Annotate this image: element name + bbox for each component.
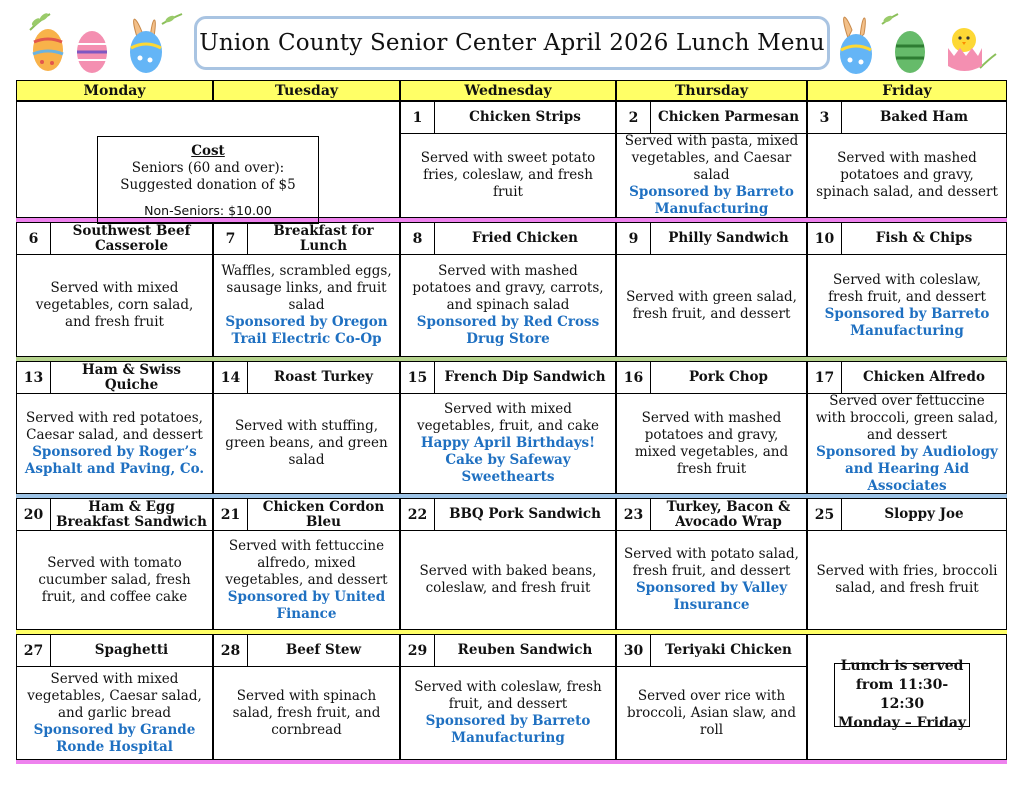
dish-sides: Served with green salad, fresh fruit, and dessert xyxy=(626,288,797,322)
dish-sides: Served with mashed potatoes and gravy, spinach salad, and dessert xyxy=(816,150,998,200)
day-cell xyxy=(807,101,1007,218)
lunch-menu-calendar xyxy=(16,80,1007,764)
lunch-hours-line1: Lunch is served xyxy=(840,658,964,674)
day-header-thursday: Thursday xyxy=(616,80,807,101)
dish-description xyxy=(808,531,1006,629)
dish-sides: Served over rice with broccoli, Asian slaw, and roll xyxy=(627,687,796,738)
week-divider-band xyxy=(16,760,1007,764)
dish-name: Teriyaki Chicken xyxy=(651,635,806,667)
dish-sides: Waffles, scrambled eggs, sausage links, and fruit salad xyxy=(221,263,392,313)
day-number: 29 xyxy=(401,635,435,667)
sponsor-note: Sponsored by Audiology and Hearing Aid Associates xyxy=(816,443,998,494)
day-header-friday: Friday xyxy=(807,80,1007,101)
sponsor-note: Sponsored by Oregon Trail Electric Co-Op xyxy=(225,314,388,347)
dish-name: Chicken Parmesan xyxy=(651,102,806,134)
dish-name: Baked Ham xyxy=(842,102,1006,134)
day-cell xyxy=(213,361,400,494)
day-cell xyxy=(400,634,616,760)
dish-name: Sloppy Joe xyxy=(842,499,1006,531)
sponsor-note: Sponsored by Red Cross Drug Store xyxy=(416,314,600,347)
day-number: 27 xyxy=(17,635,51,667)
easter-eggs-decoration-right xyxy=(830,10,1000,76)
dish-name: Philly Sandwich xyxy=(651,223,806,255)
sponsor-note: Sponsored by Roger’s Asphalt and Paving, Co. xyxy=(24,443,205,477)
day-number: 7 xyxy=(214,223,248,255)
dish-sides: Served with mashed potatoes and gravy, carrots, and spinach salad xyxy=(412,263,604,313)
dish-description xyxy=(617,394,806,493)
dish-sides: Served with stuffing, green beans, and green salad xyxy=(225,418,388,468)
day-cell xyxy=(616,101,807,218)
dish-description xyxy=(214,531,399,629)
cost-donation-line: Suggested donation of $5 xyxy=(120,177,296,193)
dish-name: Southwest Beef Casserole xyxy=(51,223,212,255)
day-number: 10 xyxy=(808,223,842,255)
day-number: 2 xyxy=(617,102,651,134)
leaf-sprig-icon xyxy=(30,12,182,30)
day-cell xyxy=(213,634,400,760)
dish-sides: Served with fettuccine alfredo, mixed vegetables, and dessert xyxy=(225,537,388,588)
day-number: 6 xyxy=(17,223,51,255)
dish-description xyxy=(617,531,806,629)
dish-description xyxy=(214,667,399,759)
day-number: 15 xyxy=(401,362,435,394)
dish-description xyxy=(617,255,806,356)
day-number: 9 xyxy=(617,223,651,255)
sponsor-note: Sponsored by Barreto Manufacturing xyxy=(824,305,990,339)
chick-in-egg-icon xyxy=(948,28,982,71)
day-cell xyxy=(213,222,400,357)
dish-sides: Served with potato salad, fresh fruit, and dessert xyxy=(624,546,799,579)
day-cell xyxy=(616,361,807,494)
day-number: 1 xyxy=(401,102,435,134)
sponsor-note: Sponsored by Grande Ronde Hospital xyxy=(33,721,196,755)
dish-name: Beef Stew xyxy=(248,635,399,667)
sponsor-note: Sponsored by United Finance xyxy=(227,588,386,622)
dish-name: Spaghetti xyxy=(51,635,212,667)
dish-description xyxy=(17,255,212,356)
day-number: 3 xyxy=(808,102,842,134)
dish-description xyxy=(214,255,399,356)
dish-name: Turkey, Bacon & Avocado Wrap xyxy=(651,499,806,531)
dish-description xyxy=(617,134,806,217)
day-header-tuesday: Tuesday xyxy=(213,80,400,101)
blue-easter-egg-icon xyxy=(130,31,162,73)
dish-description xyxy=(808,394,1006,493)
dish-name: Breakfast for Lunch xyxy=(248,223,399,255)
dish-description xyxy=(401,531,615,629)
lunch-hours-line2: from 11:30-12:30 xyxy=(855,677,949,712)
dish-description xyxy=(17,394,212,493)
day-header-wednesday: Wednesday xyxy=(400,80,616,101)
page-title: Union County Senior Center April 2026 Lunch Menu xyxy=(194,16,830,70)
day-cell xyxy=(16,498,213,630)
dish-sides: Served with pasta, mixed vegetables, and Caesar salad xyxy=(624,133,799,183)
dish-sides: Served with coleslaw, fresh fruit, and dessert xyxy=(828,271,986,305)
dish-sides: Served over fettuccine with broccoli, green salad, and dessert xyxy=(815,392,999,443)
dish-name: Fish & Chips xyxy=(842,223,1006,255)
dish-description xyxy=(401,394,615,493)
day-cell xyxy=(16,222,213,357)
day-cell xyxy=(807,361,1007,494)
dish-sides: Served with mixed vegetables, Caesar salad, and garlic bread xyxy=(27,670,202,721)
day-number: 21 xyxy=(214,499,248,531)
bunny-ears-blue-egg-icon xyxy=(840,17,872,74)
dish-sides: Served with fries, broccoli salad, and fresh fruit xyxy=(816,563,998,596)
day-number: 16 xyxy=(617,362,651,394)
pink-easter-egg-icon xyxy=(77,31,107,73)
day-cell xyxy=(400,101,616,218)
green-easter-egg-icon xyxy=(895,31,925,73)
dish-name: Ham & Swiss Quiche xyxy=(51,362,212,394)
dish-name: Pork Chop xyxy=(651,362,806,394)
dish-name: BBQ Pork Sandwich xyxy=(435,499,615,531)
day-number: 17 xyxy=(808,362,842,394)
day-cell xyxy=(616,498,807,630)
day-cell xyxy=(213,498,400,630)
day-number: 23 xyxy=(617,499,651,531)
cost-seniors-line: Seniors (60 and over): xyxy=(131,160,285,176)
lunch-hours-line3: Monday – Friday xyxy=(837,715,967,731)
dish-sides: Served with sweet potato fries, coleslaw, and fresh fruit xyxy=(420,150,596,200)
dish-name: Chicken Cordon Bleu xyxy=(248,499,399,531)
day-cell xyxy=(807,222,1007,357)
lunch-hours-box xyxy=(834,658,970,731)
dish-sides: Served with tomato cucumber salad, fresh fruit, and coffee cake xyxy=(38,554,191,605)
dish-name: Ham & Egg Breakfast Sandwich xyxy=(51,499,212,531)
cost-non-seniors-line: Non-Seniors: $10.00 xyxy=(144,203,272,218)
sponsor-note: Sponsored by Valley Insurance xyxy=(635,580,788,613)
dish-description xyxy=(17,667,212,759)
day-number: 20 xyxy=(17,499,51,531)
lunch-hours-cell xyxy=(807,634,1007,760)
dish-name: Chicken Strips xyxy=(435,102,615,134)
dish-description xyxy=(401,255,615,356)
day-number: 8 xyxy=(401,223,435,255)
dish-description xyxy=(214,394,399,493)
dish-sides: Served with mixed vegetables, corn salad, and fresh fruit xyxy=(35,280,194,330)
cost-title: Cost xyxy=(191,143,225,159)
dish-sides: Served with spinach salad, fresh fruit, and cornbread xyxy=(232,687,381,738)
dish-sides: Served with mixed vegetables, fruit, and cake xyxy=(416,401,600,434)
sponsor-note: Sponsored by Barreto Manufacturing xyxy=(425,713,591,746)
day-number: 30 xyxy=(617,635,651,667)
dish-name: French Dip Sandwich xyxy=(435,362,615,394)
dish-description xyxy=(401,134,615,217)
day-cell xyxy=(616,222,807,357)
day-number: 25 xyxy=(808,499,842,531)
day-cell xyxy=(16,361,213,494)
dish-description xyxy=(617,667,806,759)
dish-name: Chicken Alfredo xyxy=(842,362,1006,394)
day-cell xyxy=(807,498,1007,630)
day-cell xyxy=(400,222,616,357)
day-cell xyxy=(16,634,213,760)
dish-sides: Served with baked beans, coleslaw, and fresh fruit xyxy=(419,563,597,596)
day-cell xyxy=(400,361,616,494)
dish-sides: Served with coleslaw, fresh fruit, and dessert xyxy=(414,679,602,712)
sponsor-note: Sponsored by Barreto Manufacturing xyxy=(629,184,794,217)
dish-sides: Served with mashed potatoes and gravy, mixed vegetables, and fresh fruit xyxy=(634,409,789,477)
dish-sides: Served with red potatoes, Caesar salad, and dessert xyxy=(26,409,203,443)
day-header-monday: Monday xyxy=(16,80,213,101)
day-number: 22 xyxy=(401,499,435,531)
day-cell xyxy=(400,498,616,630)
cost-cell xyxy=(16,101,400,218)
day-number: 28 xyxy=(214,635,248,667)
day-number: 14 xyxy=(214,362,248,394)
day-cell xyxy=(616,634,807,760)
dish-name: Reuben Sandwich xyxy=(435,635,615,667)
day-number: 13 xyxy=(17,362,51,394)
sponsor-note: Happy April Birthdays! Cake by Safeway Sweethearts xyxy=(420,435,596,485)
dish-description xyxy=(808,134,1006,217)
easter-eggs-decoration-left xyxy=(26,10,186,76)
cost-box xyxy=(97,136,319,224)
dish-description xyxy=(17,531,212,629)
dish-description xyxy=(401,667,615,759)
orange-easter-egg-icon xyxy=(33,29,63,71)
dish-description xyxy=(808,255,1006,356)
dish-name: Roast Turkey xyxy=(248,362,399,394)
dish-name: Fried Chicken xyxy=(435,223,615,255)
